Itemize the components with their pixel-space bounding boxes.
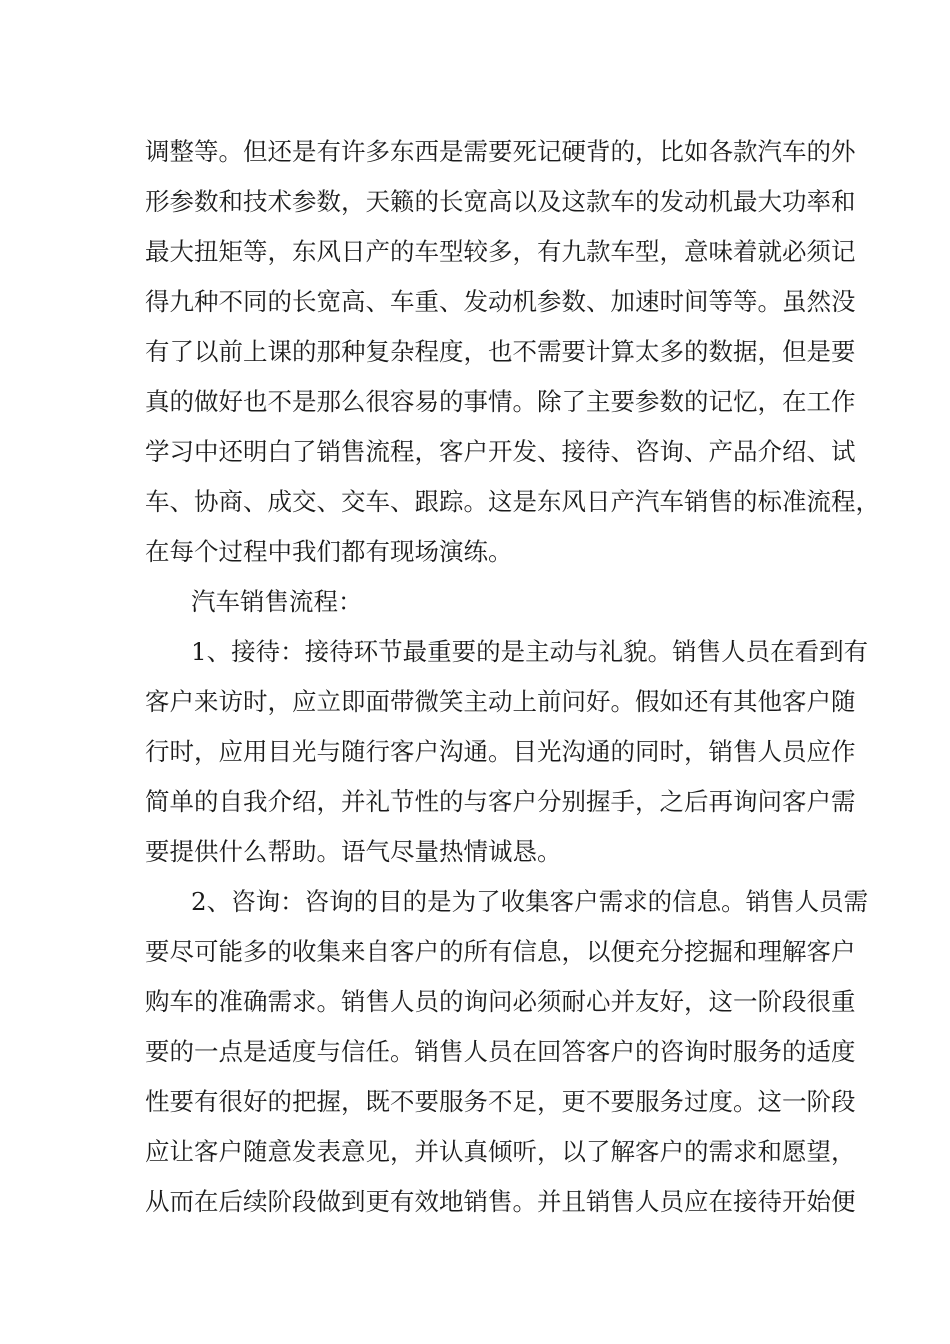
text-line-13: 行时，应用目光与随行客户沟通。目光沟通的同时，销售人员应作 xyxy=(145,737,856,766)
text-line-16: 2、咨询：咨询的目的是为了收集客户需求的信息。销售人员需 xyxy=(191,887,869,916)
section-heading: 汽车销售流程： xyxy=(191,587,363,616)
text-line-21: 应让客户随意发表意见，并认真倾听，以了解客户的需求和愿望， xyxy=(145,1137,856,1166)
text-line-15: 要提供什么帮助。语气尽量热情诚恳。 xyxy=(145,837,562,866)
text-line-19: 要的一点是适度与信任。销售人员在回答客户的咨询时服务的适度 xyxy=(145,1037,856,1066)
text-line-17: 要尽可能多的收集来自客户的所有信息，以便充分挖掘和理解客户 xyxy=(145,937,856,966)
text-line-7: 学习中还明白了销售流程，客户开发、接待、咨询、产品介绍、试 xyxy=(145,437,856,466)
text-line-1: 调整等。但还是有许多东西是需要死记硬背的，比如各款汽车的外 xyxy=(145,137,856,166)
text-line-2: 形参数和技术参数，天籁的长宽高以及这款车的发动机最大功率和 xyxy=(145,187,856,216)
text-line-14: 简单的自我介绍，并礼节性的与客户分别握手，之后再询问客户需 xyxy=(145,787,856,816)
body-text xyxy=(145,127,880,1227)
text-line-8: 车、协商、成交、交车、跟踪。这是东风日产汽车销售的标准流程， xyxy=(145,487,880,516)
text-line-18: 购车的准确需求。销售人员的询问必须耐心并友好，这一阶段很重 xyxy=(145,987,856,1016)
text-line-3: 最大扭矩等，东风日产的车型较多，有九款车型，意味着就必须记 xyxy=(145,237,856,266)
text-line-5: 有了以前上课的那种复杂程度，也不需要计算太多的数据，但是要 xyxy=(145,337,856,366)
text-line-12: 客户来访时，应立即面带微笑主动上前问好。假如还有其他客户随 xyxy=(145,687,856,716)
text-line-9: 在每个过程中我们都有现场演练。 xyxy=(145,537,513,566)
text-line-11: 1、接待：接待环节最重要的是主动与礼貌。销售人员在看到有 xyxy=(191,637,869,666)
text-line-20: 性要有很好的把握，既不要服务不足，更不要服务过度。这一阶段 xyxy=(145,1087,856,1116)
text-line-4: 得九种不同的长宽高、车重、发动机参数、加速时间等等。虽然没 xyxy=(145,287,856,316)
text-line-6: 真的做好也不是那么很容易的事情。除了主要参数的记忆，在工作 xyxy=(145,387,856,416)
text-line-22: 从而在后续阶段做到更有效地销售。并且销售人员应在接待开始便 xyxy=(145,1187,856,1216)
